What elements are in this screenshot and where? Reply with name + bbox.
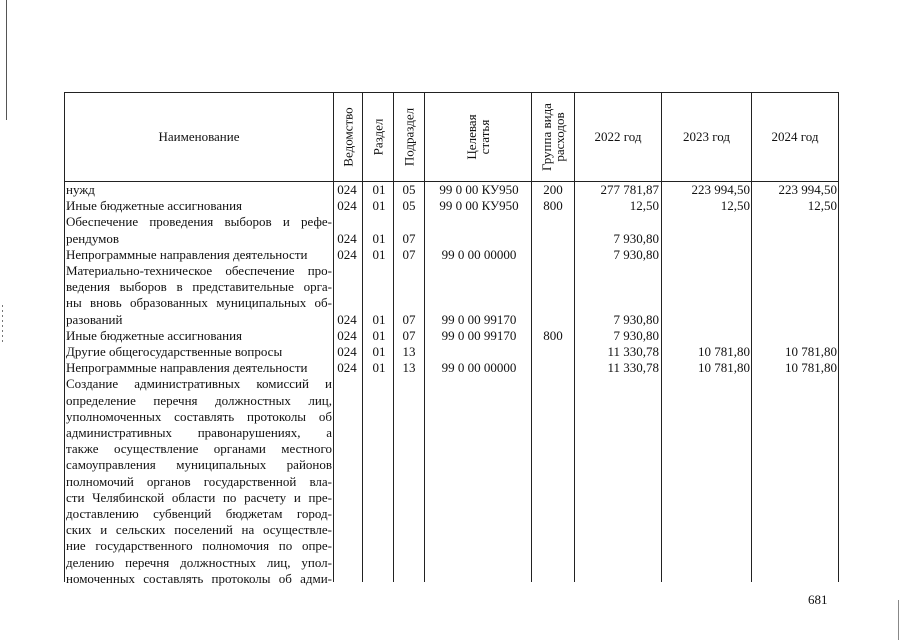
row-target-article: 99 0 00 00000: [441, 246, 517, 262]
row-expense-group: [533, 231, 573, 247]
row-name: Материально-техническое обеспечение про-: [66, 263, 332, 278]
row-department-code: 024: [337, 182, 357, 197]
row-subsection-code: [395, 279, 423, 295]
row-target-article: 99 0 00 99170: [441, 311, 517, 327]
row-section-code: [366, 457, 392, 473]
row-name: административных правонарушениях, а: [66, 425, 332, 440]
row-amount-2022: [576, 538, 659, 554]
row-amount-2022: [576, 279, 659, 295]
header-target-article: [425, 93, 531, 181]
row-department-code: [334, 506, 360, 522]
row-name: Непрограммные направления деятельности: [66, 246, 308, 262]
table-row: [64, 409, 839, 425]
row-department-code: 024: [337, 246, 357, 262]
row-amount-2023: [664, 441, 750, 457]
header-section: [363, 93, 393, 181]
row-subsection-code: [395, 538, 423, 554]
row-target-article: 99 0 00 00000: [441, 360, 517, 376]
header-year-2022: 2022 год: [594, 129, 642, 144]
row-department-code: 024: [337, 360, 357, 376]
row-amount-2023: [664, 457, 750, 473]
row-amount-2024: [754, 214, 837, 230]
table-row: [64, 360, 839, 376]
header-department-text: Ведомство: [340, 107, 356, 167]
row-expense-group: [533, 214, 573, 230]
row-amount-2022: 7 930,80: [613, 246, 659, 262]
row-name: уполномоченных составлять протоколы об: [66, 408, 332, 424]
table-row: [64, 231, 839, 247]
row-target-article: [430, 457, 528, 473]
row-amount-2024: [754, 409, 837, 425]
row-expense-group: [533, 571, 573, 587]
row-amount-2022: [576, 425, 659, 441]
row-amount-2023: 223 994,50: [691, 182, 750, 197]
table-row: [64, 393, 839, 409]
row-amount-2023: [664, 409, 750, 425]
row-expense-group: 800: [543, 198, 563, 214]
table-row: [64, 247, 839, 263]
row-target-article: [430, 214, 528, 230]
row-amount-2023: [664, 490, 750, 506]
row-section-code: 01: [372, 246, 386, 262]
row-target-article: [430, 490, 528, 506]
row-amount-2024: [754, 506, 837, 522]
table-row: [64, 198, 839, 214]
row-target-article: [430, 279, 528, 295]
row-amount-2022: [576, 555, 659, 571]
row-department-code: [334, 474, 360, 490]
row-amount-2022: [576, 263, 659, 279]
row-subsection-code: [395, 555, 423, 571]
row-expense-group: [533, 555, 573, 571]
row-name: ских и сельских поселений на осуществле-: [66, 522, 332, 538]
row-department-code: 024: [337, 327, 357, 343]
row-target-article: 99 0 00 КУ950: [439, 198, 519, 214]
row-section-code: [366, 393, 392, 409]
row-expense-group: [533, 279, 573, 295]
row-name: Создание административных комиссий и: [66, 376, 332, 392]
table-row: [64, 474, 839, 490]
row-amount-2023: [664, 231, 750, 247]
row-amount-2023: [664, 393, 750, 409]
row-name: номоченных составлять протоколы об адми-: [66, 570, 332, 586]
row-department-code: 024: [337, 230, 357, 246]
row-expense-group: [533, 457, 573, 473]
row-expense-group: [533, 247, 573, 263]
row-department-code: [334, 409, 360, 425]
row-target-article: [430, 376, 528, 392]
row-target-article: [430, 538, 528, 554]
row-amount-2023: [664, 263, 750, 279]
table-row: [64, 344, 839, 360]
row-subsection-code: [395, 214, 423, 230]
row-amount-2024: [754, 538, 837, 554]
row-section-code: [366, 295, 392, 311]
row-name: Иные бюджетные ассигнования: [66, 198, 243, 214]
row-amount-2022: [576, 474, 659, 490]
row-target-article: 99 0 00 КУ950: [439, 182, 519, 197]
header-expense-group-text: Группа вида расходов: [539, 103, 567, 171]
header-expense-group: [532, 93, 574, 181]
row-section-code: 01: [372, 230, 386, 246]
row-amount-2023: [664, 214, 750, 230]
row-expense-group: [533, 538, 573, 554]
row-amount-2022: 11 330,78: [607, 344, 659, 359]
header-section-text: Раздел: [370, 118, 386, 156]
row-department-code: [334, 393, 360, 409]
row-subsection-code: [395, 393, 423, 409]
row-section-code: 01: [372, 360, 386, 376]
row-name: нужд: [66, 182, 95, 197]
row-name: разований: [66, 311, 123, 327]
header-subsection-text: Подраздел: [401, 107, 417, 167]
row-amount-2022: [576, 441, 659, 457]
row-amount-2024: [754, 522, 837, 538]
row-amount-2023: 10 781,80: [698, 360, 750, 376]
row-name: рендумов: [66, 230, 120, 246]
row-subsection-code: [395, 425, 423, 441]
row-amount-2022: [576, 506, 659, 522]
budget-table: [64, 92, 839, 586]
row-amount-2022: 7 930,80: [613, 327, 659, 343]
row-section-code: [366, 506, 392, 522]
row-name: делению перечня должностных лиц, упол-: [66, 554, 332, 570]
row-amount-2023: [664, 247, 750, 263]
row-department-code: [334, 457, 360, 473]
row-expense-group: [533, 393, 573, 409]
row-amount-2022: [576, 214, 659, 230]
row-subsection-code: [395, 457, 423, 473]
row-target-article: [430, 425, 528, 441]
row-target-article: [430, 409, 528, 425]
page-number: 681: [808, 592, 828, 607]
row-amount-2023: 12,50: [720, 198, 750, 214]
row-section-code: [366, 214, 392, 230]
row-expense-group: 800: [543, 327, 563, 343]
row-expense-group: [533, 376, 573, 392]
row-department-code: [334, 295, 360, 311]
row-section-code: 01: [372, 198, 386, 214]
row-amount-2024: [754, 441, 837, 457]
table-row: [64, 522, 839, 538]
row-name: определение перечня должностных лиц,: [66, 392, 332, 408]
table-row: [64, 214, 839, 230]
table-row: [64, 571, 839, 587]
row-name: также осуществление органами местного: [66, 441, 332, 457]
row-department-code: [334, 441, 360, 457]
row-expense-group: [533, 344, 573, 360]
row-expense-group: [533, 506, 573, 522]
row-amount-2022: 7 930,80: [613, 311, 659, 327]
row-amount-2024: [754, 328, 837, 344]
row-expense-group: 200: [543, 182, 563, 197]
row-amount-2023: [664, 425, 750, 441]
row-subsection-code: [395, 441, 423, 457]
row-subsection-code: [395, 490, 423, 506]
row-amount-2023: [664, 506, 750, 522]
table-row: [64, 279, 839, 295]
header-target-article-text: Целевая статья: [464, 114, 492, 160]
row-amount-2022: [576, 295, 659, 311]
scan-edge-mark-right: [898, 600, 899, 640]
table-row: [64, 328, 839, 344]
row-name: полномочий органов государственной вла-: [66, 473, 332, 489]
row-amount-2023: [664, 295, 750, 311]
row-department-code: [334, 214, 360, 230]
row-target-article: [430, 231, 528, 247]
row-subsection-code: 07: [402, 311, 416, 327]
row-name: Другие общегосударственные вопросы: [66, 344, 283, 359]
row-section-code: [366, 571, 392, 587]
row-section-code: 01: [372, 344, 386, 359]
row-amount-2024: [754, 295, 837, 311]
row-amount-2022: 11 330,78: [607, 360, 659, 376]
row-subsection-code: [395, 474, 423, 490]
row-section-code: [366, 474, 392, 490]
table-row: [64, 182, 839, 198]
row-department-code: [334, 279, 360, 295]
table-row: [64, 441, 839, 457]
row-subsection-code: 13: [402, 344, 416, 359]
row-amount-2024: 12,50: [807, 198, 837, 214]
row-amount-2022: 7 930,80: [613, 230, 659, 246]
row-amount-2024: [754, 555, 837, 571]
row-subsection-code: 07: [402, 230, 416, 246]
row-expense-group: [533, 425, 573, 441]
row-section-code: [366, 538, 392, 554]
row-target-article: [430, 441, 528, 457]
row-amount-2022: 277 781,87: [600, 182, 659, 197]
row-section-code: 01: [372, 311, 386, 327]
row-amount-2024: [754, 231, 837, 247]
row-subsection-code: 05: [402, 182, 416, 197]
row-section-code: [366, 490, 392, 506]
row-expense-group: [533, 263, 573, 279]
row-department-code: [334, 425, 360, 441]
row-target-article: [430, 393, 528, 409]
row-amount-2024: 223 994,50: [778, 182, 837, 197]
row-subsection-code: 07: [402, 327, 416, 343]
table-row: [64, 376, 839, 392]
header-department: [334, 93, 362, 181]
row-subsection-code: [395, 506, 423, 522]
row-amount-2022: [576, 457, 659, 473]
row-amount-2022: [576, 490, 659, 506]
row-department-code: [334, 263, 360, 279]
row-section-code: 01: [372, 327, 386, 343]
row-amount-2024: [754, 425, 837, 441]
row-expense-group: [533, 441, 573, 457]
row-department-code: 024: [337, 344, 357, 359]
row-amount-2024: [754, 376, 837, 392]
table-row: [64, 538, 839, 554]
row-subsection-code: 07: [402, 246, 416, 262]
row-expense-group: [533, 295, 573, 311]
row-target-article: [430, 506, 528, 522]
row-amount-2023: 10 781,80: [698, 344, 750, 359]
row-department-code: [334, 522, 360, 538]
table-row: [64, 506, 839, 522]
row-amount-2023: [664, 538, 750, 554]
row-amount-2022: 12,50: [629, 198, 659, 214]
table-row: [64, 490, 839, 506]
row-name: сти Челябинской области по расчету и пре-: [66, 489, 332, 505]
row-amount-2024: [754, 312, 837, 328]
row-amount-2023: [664, 279, 750, 295]
header-year-2023: 2023 год: [683, 129, 730, 144]
row-amount-2024: [754, 571, 837, 587]
row-amount-2023: [664, 522, 750, 538]
row-subsection-code: [395, 522, 423, 538]
row-amount-2024: [754, 263, 837, 279]
row-section-code: [366, 522, 392, 538]
row-department-code: [334, 376, 360, 392]
row-expense-group: [533, 474, 573, 490]
table-row: [64, 312, 839, 328]
row-expense-group: [533, 490, 573, 506]
header-subsection: [394, 93, 424, 181]
row-section-code: 01: [372, 182, 386, 197]
row-amount-2023: [664, 376, 750, 392]
row-amount-2024: 10 781,80: [785, 344, 837, 359]
row-target-article: [430, 263, 528, 279]
table-row: [64, 555, 839, 571]
row-name: ведения выборов в представительные орга-: [66, 279, 332, 295]
row-section-code: [366, 279, 392, 295]
row-target-article: [430, 344, 528, 360]
row-department-code: 024: [337, 311, 357, 327]
row-subsection-code: [395, 571, 423, 587]
row-subsection-code: [395, 409, 423, 425]
row-section-code: [366, 376, 392, 392]
row-section-code: [366, 441, 392, 457]
row-amount-2024: 10 781,80: [785, 360, 837, 376]
row-expense-group: [533, 409, 573, 425]
row-department-code: 024: [337, 198, 357, 214]
row-department-code: [334, 555, 360, 571]
row-amount-2023: [664, 474, 750, 490]
row-name: Иные бюджетные ассигнования: [66, 327, 243, 343]
table-row: [64, 263, 839, 279]
row-name: доставлению субвенций бюджетам город-: [66, 506, 332, 521]
row-target-article: 99 0 00 99170: [441, 327, 517, 343]
row-amount-2024: [754, 247, 837, 263]
row-department-code: [334, 490, 360, 506]
row-section-code: [366, 263, 392, 279]
row-amount-2024: [754, 490, 837, 506]
row-expense-group: [533, 522, 573, 538]
row-amount-2024: [754, 474, 837, 490]
row-subsection-code: 05: [402, 198, 416, 214]
row-target-article: [430, 522, 528, 538]
row-amount-2023: [664, 328, 750, 344]
row-section-code: [366, 409, 392, 425]
table-row: [64, 425, 839, 441]
table-row: [64, 457, 839, 473]
row-department-code: [334, 571, 360, 587]
row-amount-2022: [576, 522, 659, 538]
row-subsection-code: [395, 263, 423, 279]
row-amount-2022: [576, 571, 659, 587]
row-expense-group: [533, 360, 573, 376]
row-name: ны вновь образованных муниципальных об-: [66, 295, 332, 311]
header-name: Наименование: [158, 129, 240, 144]
row-target-article: [430, 555, 528, 571]
row-amount-2022: [576, 376, 659, 392]
row-amount-2022: [576, 393, 659, 409]
row-department-code: [334, 538, 360, 554]
row-name: самоуправления муниципальных районов: [66, 457, 332, 473]
row-amount-2024: [754, 457, 837, 473]
row-name: ние государственного полномочия по опре-: [66, 538, 332, 554]
row-amount-2023: [664, 555, 750, 571]
row-section-code: [366, 425, 392, 441]
table-row: [64, 295, 839, 311]
row-amount-2023: [664, 571, 750, 587]
row-target-article: [430, 571, 528, 587]
row-subsection-code: [395, 295, 423, 311]
header-year-2024: 2024 год: [771, 129, 819, 144]
row-expense-group: [533, 312, 573, 328]
row-target-article: [430, 295, 528, 311]
row-target-article: [430, 474, 528, 490]
row-subsection-code: [395, 376, 423, 392]
row-amount-2023: [664, 312, 750, 328]
row-amount-2022: [576, 409, 659, 425]
row-amount-2024: [754, 393, 837, 409]
row-section-code: [366, 555, 392, 571]
scan-edge-mark: [6, 0, 7, 120]
scan-edge-dots: [2, 305, 3, 345]
row-name: Непрограммные направления деятельности: [66, 360, 308, 376]
row-name: Обеспечение проведения выборов и рефе-: [66, 214, 332, 230]
row-subsection-code: 13: [402, 360, 416, 376]
row-amount-2024: [754, 279, 837, 295]
